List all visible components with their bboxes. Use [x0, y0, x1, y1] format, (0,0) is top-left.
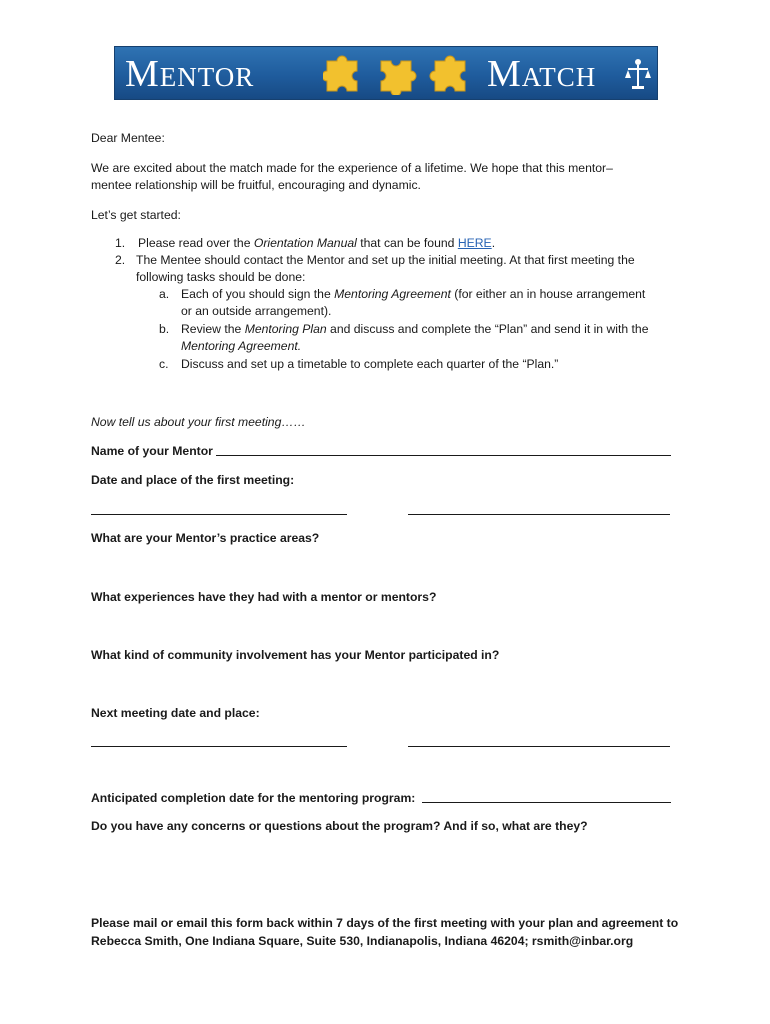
intro-line-2: mentee relationship will be fruitful, encouraging and dynamic. — [91, 178, 421, 192]
mentor-name-label: Name of your Mentor — [91, 444, 213, 458]
experiences-label: What experiences have they had with a mentor or mentors? — [91, 590, 437, 604]
sub-b-letter: b. — [159, 322, 170, 336]
footer-line-2: Rebecca Smith, One Indiana Square, Suite 530, Indianapolis, Indiana 46204; rsmith@inbar.org — [91, 934, 634, 948]
orientation-manual-title: Orientation Manual — [253, 236, 357, 250]
sub-a-line-1: Each of you should sign the Mentoring Agreement (for either an in house arrangement — [181, 287, 646, 301]
mentoring-plan-title: Mentoring Plan — [244, 322, 327, 336]
here-link[interactable]: HERE — [457, 236, 492, 250]
form-intro: Now tell us about your first meeting…… — [91, 415, 306, 429]
item-1-text: Please read over the Orientation Manual that can be found HERE. — [138, 236, 496, 250]
sub-c-text: Discuss and set up a timetable to complete each quarter of the “Plan.” — [181, 357, 559, 371]
sub-b-line-2: Mentoring Agreement. — [181, 339, 302, 353]
mentor-name-field[interactable] — [216, 455, 671, 456]
completion-date-field[interactable] — [422, 802, 671, 803]
logo-word-mentor: Mentor — [125, 53, 255, 95]
item-2-line-2: following tasks should be done: — [136, 270, 306, 284]
sub-a-line-2: or an outside arrangement). — [181, 304, 332, 318]
completion-date-label: Anticipated completion date for the mentoring program: — [91, 791, 416, 805]
practice-areas-label: What are your Mentor’s practice areas? — [91, 531, 320, 545]
greeting: Dear Mentee: — [91, 131, 165, 145]
puzzle-pieces-icon — [323, 53, 483, 95]
first-meeting-place-field[interactable] — [408, 514, 670, 515]
mentoring-agreement-title: Mentoring Agreement — [334, 287, 451, 301]
intro-line-1: We are excited about the match made for the experience of a lifetime. We hope that this mentor– — [91, 161, 613, 175]
concerns-label: Do you have any concerns or questions about the program? And if so, what are they? — [91, 819, 588, 833]
footer-line-1: Please mail or email this form back within 7 days of the first meeting with your plan and agreement to — [91, 916, 679, 930]
next-meeting-date-field[interactable] — [91, 746, 347, 747]
first-meeting-date-field[interactable] — [91, 514, 347, 515]
lets-get-started: Let’s get started: — [91, 208, 181, 222]
item-2-number: 2. — [115, 253, 126, 267]
next-meeting-place-field[interactable] — [408, 746, 670, 747]
item-1-number: 1. — [115, 236, 126, 250]
sub-b-line-1: Review the Mentoring Plan and discuss and complete the “Plan” and send it in with the — [181, 322, 649, 336]
sub-c-letter: c. — [159, 357, 169, 371]
justice-emblem-icon — [625, 57, 651, 91]
community-label: What kind of community involvement has your Mentor participated in? — [91, 648, 500, 662]
first-meeting-label: Date and place of the first meeting: — [91, 473, 295, 487]
mentor-match-logo — [114, 46, 658, 100]
sub-a-letter: a. — [159, 287, 170, 301]
item-2-line-1: The Mentee should contact the Mentor and set up the initial meeting. At that first meeting the — [136, 253, 635, 267]
logo-word-match: Match — [487, 53, 597, 95]
next-meeting-label: Next meeting date and place: — [91, 706, 260, 720]
